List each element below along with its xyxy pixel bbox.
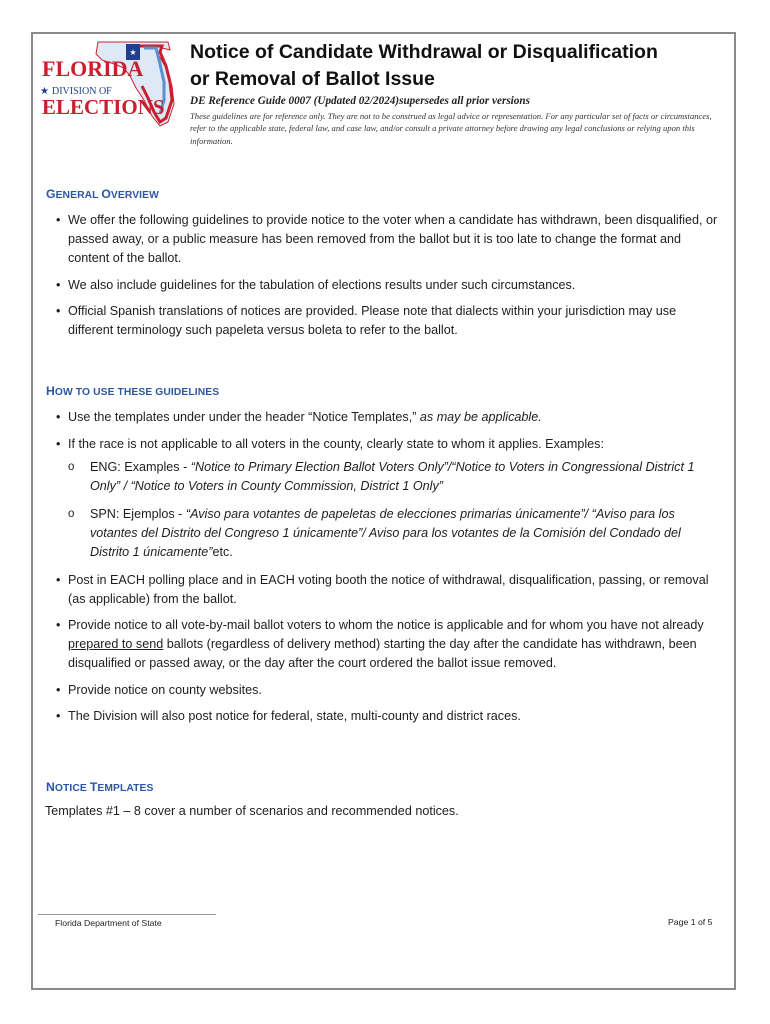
list-item: • We also include guidelines for the tabulation of elections results under such circumstances. (56, 277, 576, 292)
logo-elections: ELECTIONS (42, 95, 165, 119)
logo-florida: FLORIDA (42, 56, 144, 81)
logo-star-left: ★ (40, 86, 49, 97)
list-item: • The Division will also post notice for federal, state, multi-county and district races. (56, 709, 521, 723)
sub-item-eng: o ENG: Examples - “Notice to Primary Election Ballot Voters Only”/“Notice to Voters in Congressional District 1 Only” / “Notice to Voters in County Commission, District 1 Only” (68, 459, 695, 493)
list-item: • Official Spanish translations of notices are provided. Please note that dialects within your jurisdiction may use different terminology such papeleta versus boleta to refer to the ballot. (56, 304, 677, 337)
heading-general-overview: GENERAL OVERVIEW (46, 187, 159, 201)
page-title (190, 39, 730, 93)
disclaimer: These guidelines are for reference only. They are not to be construed as legal advice or representation. For any particular set of facts or circumstances, refer to the applicable state, federal law, and case law, and/or consult a private attorney before drawing any legal conclusions or relying upon this information. (190, 111, 712, 146)
heading-notice-templates: NOTICE TEMPLATES (46, 780, 154, 794)
list-item: • We offer the following guidelines to provide notice to the voter when a candidate has withdrawn, been disqualified, or passed away, or a public measure has been removed from the ballot but it is too late to change the format and content of the ballot. (56, 213, 718, 265)
title-line-2: or Removal of Ballot Issue (190, 68, 435, 90)
heading-how-to-use: HOW TO USE THESE GUIDELINES (46, 384, 220, 398)
florida-elections-logo (40, 38, 180, 130)
overview-list (52, 211, 722, 348)
footer-page-number: Page 1 of 5 (668, 917, 713, 927)
footer-department: Florida Department of State (55, 918, 162, 928)
templates-text: Templates #1 – 8 cover a number of scenarios and recommended notices. (45, 804, 459, 818)
logo-division-of: DIVISION OF (52, 86, 112, 97)
reference-guide-line: DE Reference Guide 0007 (Updated 02/2024)supersedes all prior versions (190, 95, 530, 107)
examples-sublist (68, 458, 722, 562)
svg-text:★: ★ (129, 48, 137, 57)
list-item: • If the race is not applicable to all voters in the county, clearly state to whom it applies. Examples: o ENG: Examples - “Notice to Primary Election Ballot Voters Only”/“Notice to Voters in Congressional District 1 Only” / “Notice to Voters in County Commission, District 1 Only” o SPN: Ejemplos - “Aviso para votantes de papeletas de elecciones primarias únicamente”/ “Aviso para los votantes del Distrito del Congreso 1 únicamente”/ Aviso para los votantes de la Comisión del Condado del Distrito 1 únicamente”etc. (52, 435, 722, 562)
sub-item-spn: o SPN: Ejemplos - “Aviso para votantes de papeletas de elecciones primarias únicamente”/ “Aviso para los votantes del Distrito del Congreso 1 únicamente”/ Aviso para los votantes de la Comisión del Condado del Distrito 1 únicamente”etc. (68, 506, 681, 559)
list-item: • Use the templates under under the header “Notice Templates,” as may be applicable. (56, 410, 542, 424)
list-item: • Provide notice to all vote-by-mail ballot voters to whom the notice is applicable and for whom you have not already prepared to send ballots (regardless of delivery method) starting the day after the candidate has withdrawn, been disqualified or passed away, or the day after the court ordered the ballot issue removed. (56, 618, 704, 670)
list-item: • Provide notice on county websites. (56, 682, 262, 697)
title-line-1: Notice of Candidate Withdrawal or Disqualification (190, 41, 658, 63)
howto-list (52, 408, 722, 734)
list-item: • Post in EACH polling place and in EACH voting booth the notice of withdrawal, disqualification, passing, or removal (as applicable) from the ballot. (56, 572, 709, 606)
footer-divider (38, 914, 216, 915)
